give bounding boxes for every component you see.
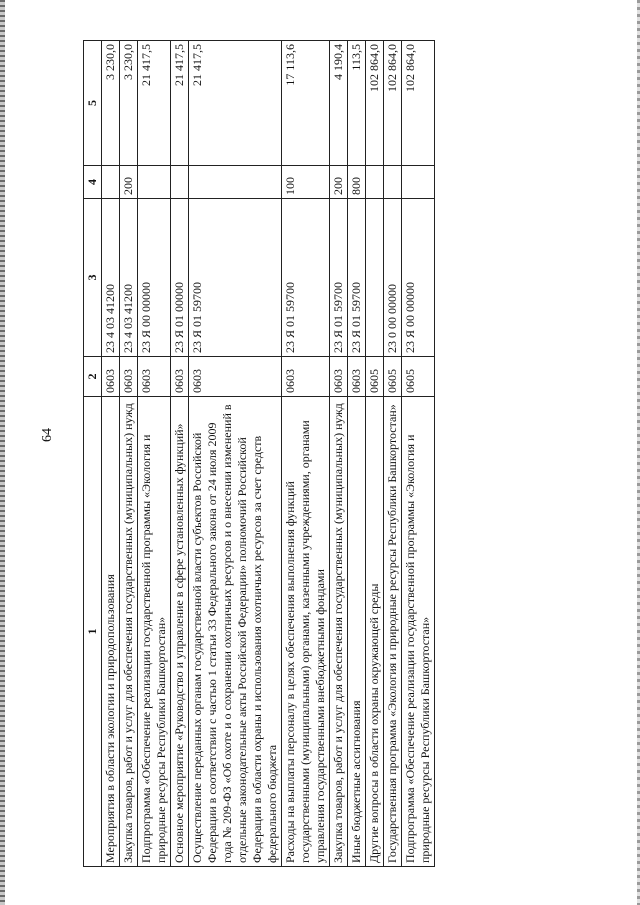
row-name-cell: Основное мероприятие «Руководство и управление в сфере установленных функций» (171, 397, 189, 867)
header-col-3: 3 (84, 199, 102, 357)
row-type-cell (366, 166, 384, 199)
row-section-cell: 0603 (120, 357, 138, 397)
row-name-cell: Иные бюджетные ассигнования (348, 397, 366, 867)
row-type-cell: 200 (120, 166, 138, 199)
table-row (102, 41, 120, 867)
table-row (366, 41, 384, 867)
row-section-cell: 0603 (102, 357, 120, 397)
table-header-row (84, 41, 102, 867)
row-type-cell: 800 (348, 166, 366, 199)
row-amount-cell: 102 864,0 (402, 41, 435, 166)
header-col-4: 4 (84, 166, 102, 199)
row-target-cell: 23 Я 01 59700 (189, 199, 282, 357)
row-target-cell: 23 4 03 41200 (102, 199, 120, 357)
row-type-cell (171, 166, 189, 199)
table-row (171, 41, 189, 867)
row-name-cell: Осуществление переданных органам государственной власти субъектов Российской Федерации в соответствии с частью 1 статьи 33 Федерального закона от 24 июля 2009 года № 209-ФЗ «Об охоте и о сохранении охотничьих ресурсов и о внесении изменений в отдельные законодательные акты Российской Федерации» полномочий Российской Федерации в области охраны и использования охотничьих ресурсов за счет средств федерального бюджета (189, 397, 282, 867)
row-section-cell: 0603 (171, 357, 189, 397)
row-name-cell: Мероприятия в области экологии и природопользования (102, 397, 120, 867)
header-col-1: 1 (84, 397, 102, 867)
scan-edge-left (0, 0, 5, 905)
table-row (348, 41, 366, 867)
budget-table-rotated (83, 41, 567, 867)
row-amount-cell: 3 230,0 (120, 41, 138, 166)
row-amount-cell: 21 417,5 (171, 41, 189, 166)
row-name-cell: Другие вопросы в области охраны окружающей среды (366, 397, 384, 867)
table-body (102, 41, 435, 867)
row-target-cell: 23 Я 00 00000 (402, 199, 435, 357)
row-target-cell: 23 4 03 41200 (120, 199, 138, 357)
table-row (402, 41, 435, 867)
header-col-5: 5 (84, 41, 102, 166)
row-section-cell: 0603 (138, 357, 171, 397)
row-amount-cell: 4 190,4 (330, 41, 348, 166)
row-section-cell: 0603 (330, 357, 348, 397)
budget-table (83, 40, 435, 867)
page-number: 64 (40, 428, 55, 442)
row-name-cell: Подпрограмма «Обеспечение реализации государственной программы «Экология и природные ресурсы Республики Башкортостан» (402, 397, 435, 867)
row-section-cell: 0605 (402, 357, 435, 397)
header-col-2: 2 (84, 357, 102, 397)
row-section-cell: 0603 (348, 357, 366, 397)
row-type-cell (138, 166, 171, 199)
row-target-cell: 23 Я 01 00000 (171, 199, 189, 357)
row-target-cell: 23 Я 01 59700 (348, 199, 366, 357)
row-target-cell: 23 Я 01 59700 (282, 199, 330, 357)
row-name-cell: Государственная программа «Экология и природные ресурсы Республики Башкортостан» (384, 397, 402, 867)
row-type-cell (402, 166, 435, 199)
row-target-cell (366, 199, 384, 357)
row-type-cell: 100 (282, 166, 330, 199)
row-target-cell: 23 0 00 00000 (384, 199, 402, 357)
row-name-cell: Закупка товаров, работ и услуг для обеспечения государственных (муниципальных) нужд (330, 397, 348, 867)
row-amount-cell: 3 230,0 (102, 41, 120, 166)
row-amount-cell: 113,5 (348, 41, 366, 166)
table-row (384, 41, 402, 867)
row-amount-cell: 102 864,0 (384, 41, 402, 166)
row-name-cell: Подпрограмма «Обеспечение реализации государственной программы «Экология и природные ресурсы Республики Башкортостан» (138, 397, 171, 867)
row-target-cell: 23 Я 00 00000 (138, 199, 171, 357)
table-row (189, 41, 282, 867)
row-section-cell: 0605 (366, 357, 384, 397)
row-amount-cell: 21 417,5 (189, 41, 282, 166)
table-row (120, 41, 138, 867)
row-type-cell (189, 166, 282, 199)
row-type-cell (102, 166, 120, 199)
row-target-cell: 23 Я 01 59700 (330, 199, 348, 357)
row-amount-cell: 17 113,6 (282, 41, 330, 166)
row-name-cell: Расходы на выплаты персоналу в целях обеспечения выполнения функций государственными (муниципальными) органами, казенными учреждениями, органами управления государственными внебюджетными фондами (282, 397, 330, 867)
row-amount-cell: 102 864,0 (366, 41, 384, 166)
row-type-cell (384, 166, 402, 199)
row-name-cell: Закупка товаров, работ и услуг для обеспечения государственных (муниципальных) нужд (120, 397, 138, 867)
table-row (282, 41, 330, 867)
row-amount-cell: 21 417,5 (138, 41, 171, 166)
row-section-cell: 0603 (189, 357, 282, 397)
row-section-cell: 0605 (384, 357, 402, 397)
row-type-cell: 200 (330, 166, 348, 199)
row-section-cell: 0603 (282, 357, 330, 397)
table-row (138, 41, 171, 867)
table-row (330, 41, 348, 867)
